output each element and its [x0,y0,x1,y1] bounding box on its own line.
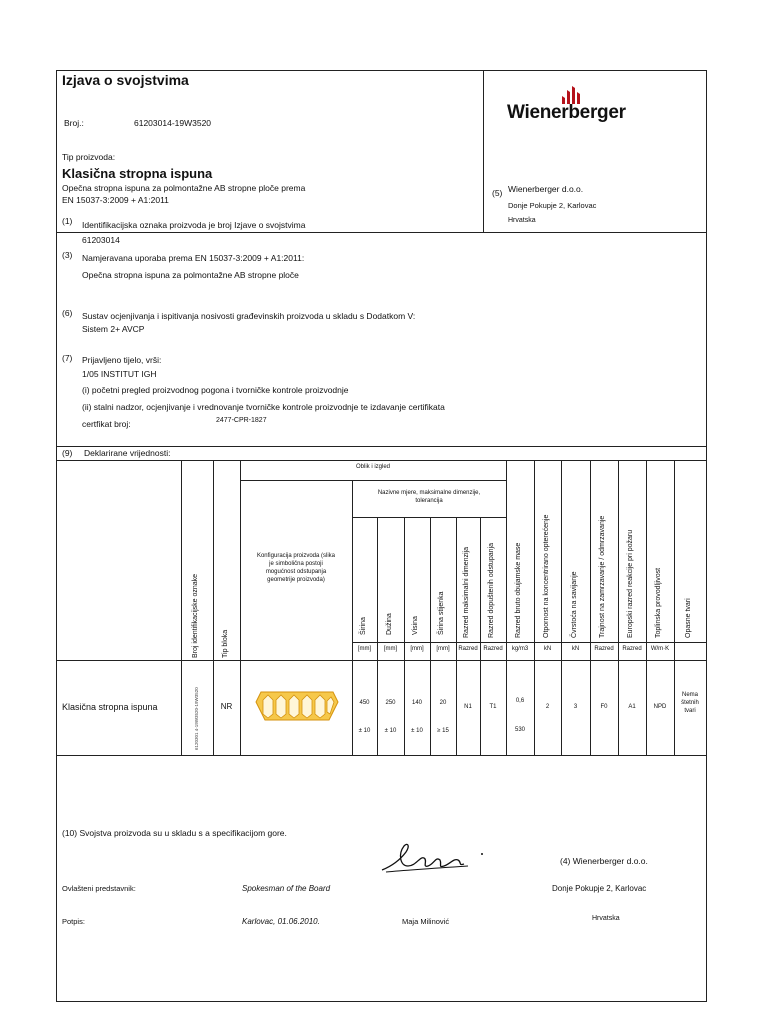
units-line [352,642,707,643]
col-trajnost-label: Trajnost na zamrzavanje / odmrzavanje [599,515,606,638]
s7-line-2: 1/05 INSTITUT IGH [82,369,157,379]
val-sirina: 450 [359,700,370,706]
frame-right [706,70,707,1001]
s7-line-4: (ii) stalni nadzor, ocjenjivanje i vrednovanje tvorničke kontrole proizvodnje te izdavanje certifikata [82,402,445,412]
col-line [646,460,647,755]
tol-sirina: ± 10 [358,728,371,734]
line-232 [56,232,707,233]
val-opasne-2: štetnih [681,700,699,706]
line-660 [56,660,707,661]
manufacturer-num: (5) [492,188,503,198]
unit-mm: [mm] [383,646,398,652]
col-line [352,480,353,755]
doc-title: Izjava o svojstvima [62,72,189,88]
col-duzina-label: Dužina [386,613,393,635]
val-duzina: 250 [385,700,396,706]
s1-text: Identifikacijska oznaka proizvoda je broj Izjave o svojstvima [82,220,306,230]
val-masa-1: 0,6 [515,698,525,704]
line-446 [56,446,707,447]
signer-name: Maja Milinović [402,917,450,926]
hdr-line [240,480,506,481]
val-toplinska: NPD [653,704,667,710]
s9-num: (9) [62,448,73,458]
s7-line-1: Prijavljeno tijelo, vrši: [82,355,162,365]
product-desc-1: Opečna stropna ispuna za polmontažne AB stropne ploče prema [62,183,306,193]
row-name: Klasična stropna ispuna [62,702,158,712]
hdr-line [352,517,506,518]
manufacturer-address: Donje Pokupje 2, Karlovac [508,201,597,210]
val-razred-dim: N1 [464,704,472,710]
line-460 [56,460,707,461]
nazivne-header-2: tolerancija [415,498,443,504]
cert-value: 2477-CPR-1827 [216,417,267,424]
col-line [240,460,241,755]
konfig-header-2: je simbolična postoji [269,561,323,567]
row-id-barcode-text: 6120301 4-19W3520-19W3520 [194,687,199,750]
unit-wmk: W/m·K [650,646,670,652]
unit-kn: kN [571,646,580,652]
val-opasne-1: Nema [681,692,698,698]
val-opasne-3: tvari [684,708,696,714]
col-otpornost-label: Otpornost na koncentrirano opterećenje [543,514,550,638]
logo-wordmark: Wienerberger [507,102,626,123]
unit-mm: [mm] [410,646,424,652]
broj-label: Broj.: [64,118,84,128]
manufacturer-country: Hrvatska [508,217,536,224]
manufacturer-name: Wienerberger d.o.o. [508,184,584,194]
col-tip-label: Tip bloka [222,629,229,658]
footer-address: Donje Pokupje 2, Karlovac [552,884,647,893]
col-razred-odst-label: Razred dopuštenih odstupanja [488,543,495,638]
val-masa-2: 530 [514,727,525,733]
footer-country: Hrvatska [592,915,620,922]
row-tip: NR [220,702,233,711]
s9-text: Deklarirane vrijednosti: [84,448,171,458]
product-shape-icon [255,688,339,724]
ovlasteni-value: Spokesman of the Board [242,884,331,893]
tol-visina: ± 10 [411,728,423,734]
frame-bottom [56,1001,707,1002]
col-line [618,460,619,755]
broj-value: 61203014-19W3520 [134,118,212,128]
frame-left [56,70,57,1001]
konfig-header-4: geometrije proizvoda) [267,577,325,583]
col-line [377,517,378,755]
col-opasne-label: Opasne tvari [685,598,692,638]
s1-value: 61203014 [82,235,120,245]
col-line [181,460,182,755]
col-cvrstoca-label: Čvrstoća na savijanje [571,571,578,638]
konfig-header-1: Konfiguracija proizvoda (slika [256,553,336,559]
s6-value: Sistem 2+ AVCP [82,324,145,334]
tip-label: Tip proizvoda: [62,152,116,162]
val-reakcija: A1 [628,704,636,710]
val-visina: 140 [411,700,422,706]
header-divider [483,70,484,232]
konfig-header-3: mogućnost odstupanja [265,569,327,575]
line-755 [56,755,707,756]
col-line [404,517,405,755]
frame-top [56,70,707,71]
col-masa-label: Razred bruto obujamske mase [515,542,522,638]
tol-stijenka: ≥ 15 [437,728,449,734]
col-line [534,460,535,755]
unit-kgm3: kg/m3 [511,646,529,652]
unit-mm: [mm] [357,646,372,652]
col-broj-label: Broj identifikacijske oznake [192,573,199,658]
place-date: Karlovac, 01.06.2010. [242,917,320,926]
oblik-header: Oblik i izgled [355,464,390,470]
product-name: Klasična stropna ispuna [62,166,213,181]
col-toplinska-label: Toplinska provodljivost [655,567,662,638]
val-trajnost: F0 [600,704,608,710]
nazivne-header-1: Nazivne mjere, maksimalne dimenzije, [377,490,481,496]
s10-text: (10) Svojstva proizvoda su u skladu s a specifikacijom gore. [62,828,287,838]
col-line [561,460,562,755]
potpis-label: Potpis: [62,917,85,926]
product-desc-2: EN 15037-3:2009 + A1:2011 [62,195,169,205]
col-line [480,517,481,755]
col-line [506,460,507,755]
s6-text: Sustav ocjenjivanja i ispitivanja nosivosti građevinskih proizvoda u skladu s Dodatkom V: [82,311,416,321]
s7-num: (7) [62,353,73,363]
unit-razred: Razred [483,646,503,652]
unit-razred: Razred [458,646,478,652]
s7-line-3: (i) početni pregled proizvodnog pogona i tvorničke kontrole proizvodnje [82,385,349,395]
s3-num: (3) [62,250,73,260]
val-otpornost: 2 [545,704,550,710]
unit-mm: [mm] [436,646,450,652]
s3-text: Namjeravana uporaba prema EN 15037-3:2009 + A1:2011: [82,253,305,263]
s3-value: Opečna stropna ispuna za polmontažne AB stropne ploče [82,270,299,280]
unit-razred: Razred [594,646,614,652]
col-razred-dim-label: Razred maksimalni dimenzija [463,546,470,638]
col-sirina-label: Širina [360,617,367,635]
s1-num: (1) [62,216,73,226]
col-visina-label: Visina [412,616,419,635]
cert-label: certfikat broj: [82,419,131,429]
tol-duzina: ± 10 [384,728,397,734]
val-cvrstoca: 3 [573,704,578,710]
col-reakcija-label: Europski razred reakcije pri požaru [627,529,634,638]
col-line [430,517,431,755]
s6-num: (6) [62,308,73,318]
unit-kn: kN [543,646,552,652]
val-razred-odst: T1 [489,704,497,710]
ovlasteni-label: Ovlašteni predstavnik: [62,884,136,893]
footer-company: (4) Wienerberger d.o.o. [560,856,648,866]
val-stijenka: 20 [439,700,447,706]
unit-razred: Razred [622,646,642,652]
col-line [590,460,591,755]
signature-image [378,836,488,880]
col-line [456,517,457,755]
col-stijenka-label: Širina stijenka [438,591,445,635]
